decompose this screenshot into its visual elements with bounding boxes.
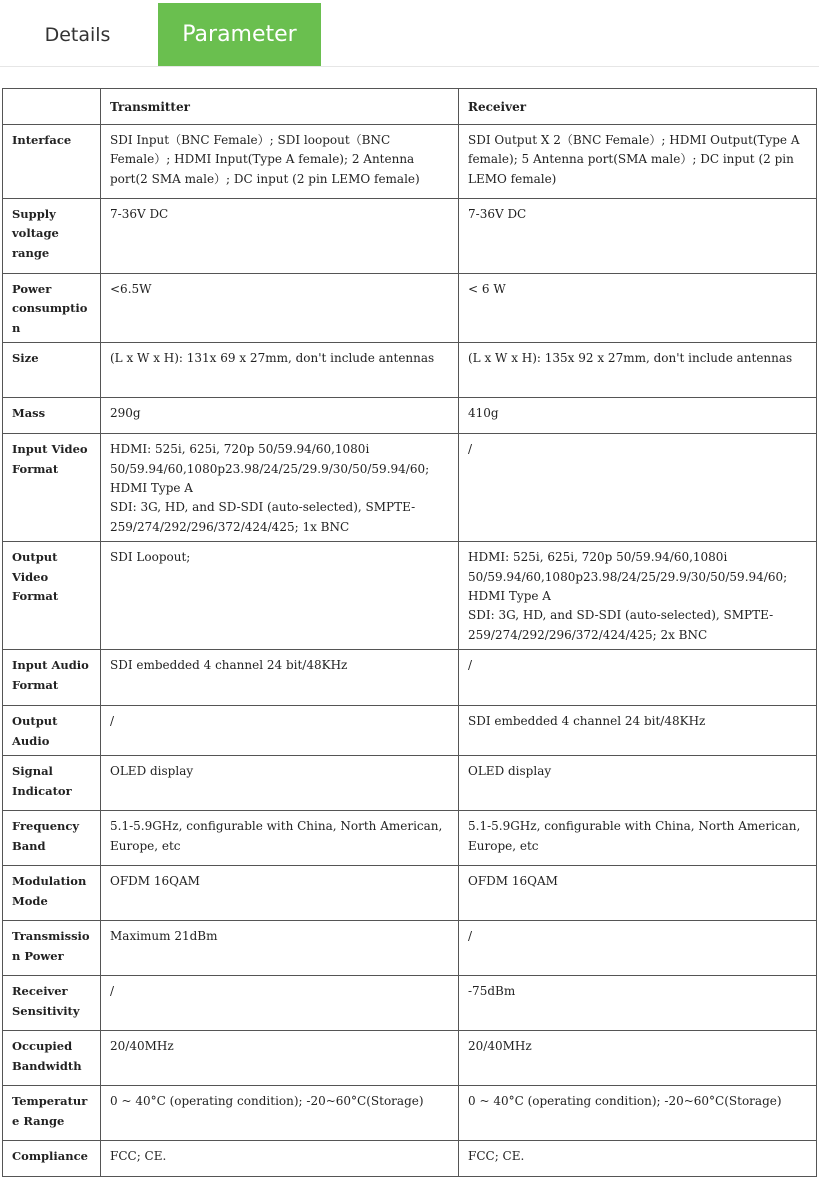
receiver-value: SDI Output X 2（BNC Female）; HDMI Output(Type A female); 5 Antenna port(SMA male）; DC input (2 pin LEMO female) xyxy=(459,125,817,199)
receiver-value: < 6 W xyxy=(459,274,817,343)
table-row xyxy=(3,274,817,343)
transmitter-value: 7-36V DC xyxy=(101,199,459,274)
row-label: Frequency Band xyxy=(3,811,101,866)
transmitter-value: 0 ~ 40°C (operating condition); -20~60°C(Storage) xyxy=(101,1086,459,1141)
table-row xyxy=(3,343,817,398)
receiver-value: HDMI: 525i, 625i, 720p 50/59.94/60,1080i 50/59.94/60,1080p23.98/24/25/29.9/30/50/59.94/60; HDMI Type A SDI: 3G, HD, and SD-SDI (auto-selected), SMPTE-259/274/292/296/372/424/425; 2x BNC xyxy=(459,542,817,650)
row-label: Temperature Range xyxy=(3,1086,101,1141)
row-label: Occupied Bandwidth xyxy=(3,1031,101,1086)
receiver-value: / xyxy=(459,434,817,542)
transmitter-value: 290g xyxy=(101,398,459,434)
table-header-row xyxy=(3,89,817,125)
transmitter-value: OFDM 16QAM xyxy=(101,866,459,921)
table-row xyxy=(3,542,817,650)
receiver-value: 0 ~ 40°C (operating condition); -20~60°C(Storage) xyxy=(459,1086,817,1141)
table-row xyxy=(3,921,817,976)
row-label: Input Video Format xyxy=(3,434,101,542)
receiver-value: (L x W x H): 135x 92 x 27mm, don't include antennas xyxy=(459,343,817,398)
receiver-value: / xyxy=(459,650,817,706)
row-label: Output Audio xyxy=(3,706,101,756)
transmitter-value: <6.5W xyxy=(101,274,459,343)
row-label: Signal Indicator xyxy=(3,756,101,811)
parameter-table xyxy=(2,88,817,1177)
table-row xyxy=(3,434,817,542)
table-row xyxy=(3,1086,817,1141)
table-row xyxy=(3,650,817,706)
table-row xyxy=(3,756,817,811)
receiver-value: / xyxy=(459,921,817,976)
row-label: Receiver Sensitivity xyxy=(3,976,101,1031)
transmitter-value: SDI embedded 4 channel 24 bit/48KHz xyxy=(101,650,459,706)
table-row xyxy=(3,866,817,921)
tab-details[interactable]: Details xyxy=(44,23,111,46)
transmitter-value: OLED display xyxy=(101,756,459,811)
transmitter-value: (L x W x H): 131x 69 x 27mm, don't include antennas xyxy=(101,343,459,398)
table-row xyxy=(3,1141,817,1177)
row-label: Power consumption xyxy=(3,274,101,343)
transmitter-value: 5.1-5.9GHz, configurable with China, North American, Europe, etc xyxy=(101,811,459,866)
row-label: Supply voltage range xyxy=(3,199,101,274)
header-cell-empty xyxy=(3,89,101,125)
receiver-value: 410g xyxy=(459,398,817,434)
header-cell-receiver: Receiver xyxy=(459,89,817,125)
transmitter-value: SDI Loopout; xyxy=(101,542,459,650)
table-row xyxy=(3,199,817,274)
row-label: Modulation Mode xyxy=(3,866,101,921)
receiver-value: 5.1-5.9GHz, configurable with China, North American, Europe, etc xyxy=(459,811,817,866)
table-row xyxy=(3,706,817,756)
row-label: Compliance xyxy=(3,1141,101,1177)
receiver-value: OFDM 16QAM xyxy=(459,866,817,921)
row-label: Transmission Power xyxy=(3,921,101,976)
row-label: Input Audio Format xyxy=(3,650,101,706)
transmitter-value: / xyxy=(101,976,459,1031)
transmitter-value: SDI Input（BNC Female）; SDI loopout（BNC Female）; HDMI Input(Type A female); 2 Antenna port(2 SMA male）; DC input (2 pin LEMO female) xyxy=(101,125,459,199)
receiver-value: OLED display xyxy=(459,756,817,811)
receiver-value: 7-36V DC xyxy=(459,199,817,274)
header-cell-transmitter: Transmitter xyxy=(101,89,459,125)
table-row xyxy=(3,125,817,199)
transmitter-value: 20/40MHz xyxy=(101,1031,459,1086)
receiver-value: -75dBm xyxy=(459,976,817,1031)
table-row xyxy=(3,1031,817,1086)
row-label: Output Video Format xyxy=(3,542,101,650)
row-label: Interface xyxy=(3,125,101,199)
transmitter-value: HDMI: 525i, 625i, 720p 50/59.94/60,1080i 50/59.94/60,1080p23.98/24/25/29.9/30/50/59.94/60; HDMI Type A SDI: 3G, HD, and SD-SDI (auto-selected), SMPTE-259/274/292/296/372/424/425; 1x BNC xyxy=(101,434,459,542)
receiver-value: SDI embedded 4 channel 24 bit/48KHz xyxy=(459,706,817,756)
tab-parameter[interactable]: Parameter xyxy=(158,3,321,66)
tab-bar xyxy=(0,0,819,67)
transmitter-value: / xyxy=(101,706,459,756)
receiver-value: FCC; CE. xyxy=(459,1141,817,1177)
table-row xyxy=(3,976,817,1031)
receiver-value: 20/40MHz xyxy=(459,1031,817,1086)
row-label: Size xyxy=(3,343,101,398)
table-row xyxy=(3,811,817,866)
transmitter-value: FCC; CE. xyxy=(101,1141,459,1177)
row-label: Mass xyxy=(3,398,101,434)
transmitter-value: Maximum 21dBm xyxy=(101,921,459,976)
table-row xyxy=(3,398,817,434)
